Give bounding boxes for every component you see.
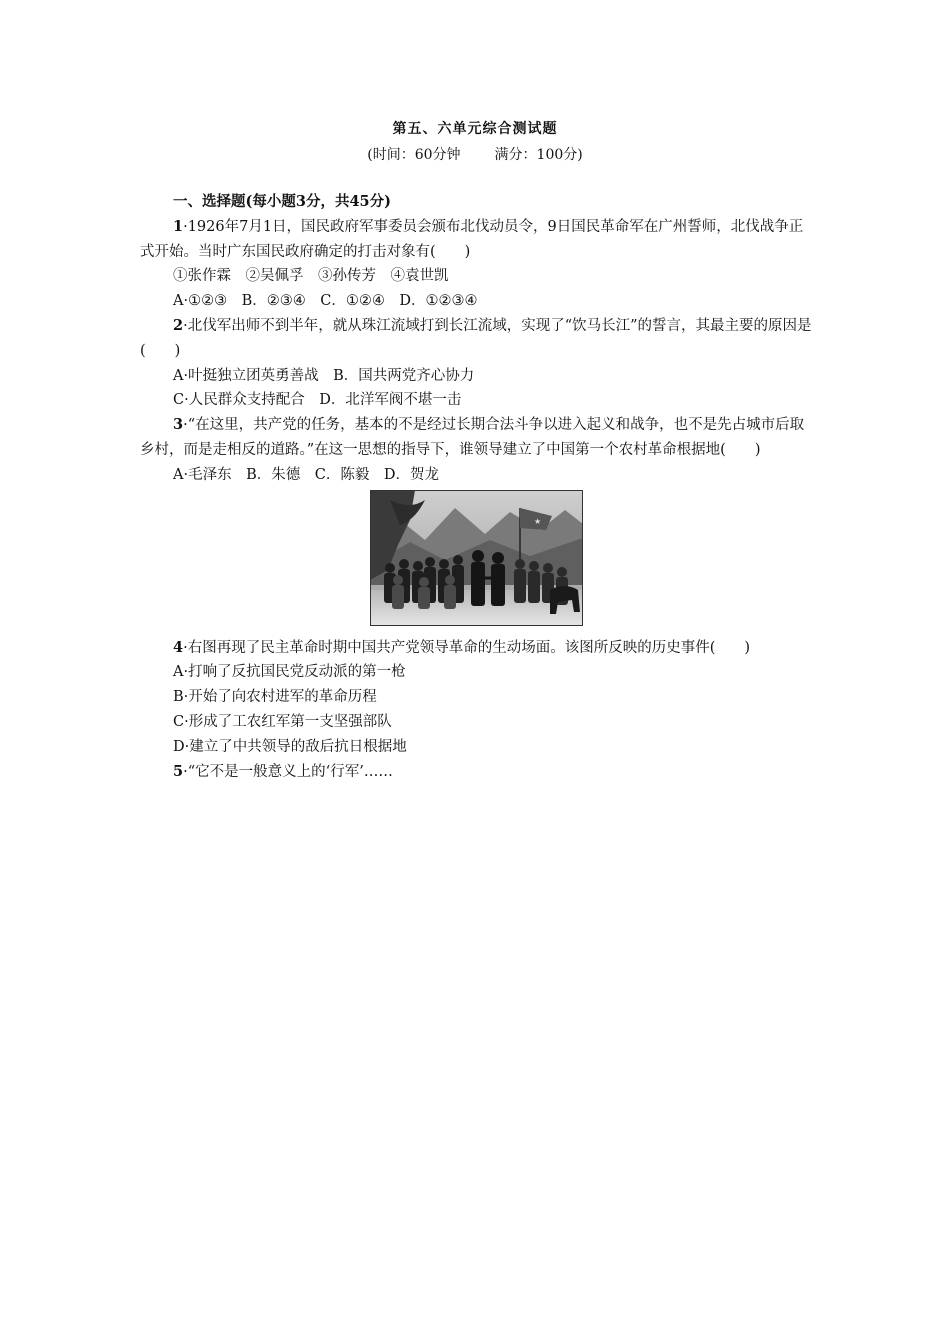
page-title: 第五、六单元综合测试题 xyxy=(392,121,558,137)
question-number: 5 xyxy=(173,762,184,780)
historical-painting-image xyxy=(370,490,583,626)
exam-time: (时间：60分钟 xyxy=(367,147,461,163)
question-stem: ·1926年7月1日，国民政府军事委员会颁布北伐动员令，9日国民革命军在广州誓师，北伐战争正式开始。当时广东国民政府确定的打击对象有( ) xyxy=(140,218,804,260)
question-3 xyxy=(140,413,812,463)
svg-text:★: ★ xyxy=(533,516,541,526)
question-number: 4 xyxy=(173,638,184,656)
question-3-options: A·毛泽东 B．朱德 C．陈毅 D．贺龙 xyxy=(173,466,439,483)
question-body xyxy=(140,190,812,784)
section-heading: 一、选择题(每小题3分，共45分) xyxy=(173,193,391,210)
question-number: 3 xyxy=(173,416,184,434)
question-stem: ·右图再现了民主革命时期中国共产党领导革命的生动场面。该图所反映的历史事件( ) xyxy=(183,639,751,656)
question-number: 1 xyxy=(173,217,184,235)
question-4-option-d: D·建立了中共领导的敌后抗日根据地 xyxy=(173,738,407,755)
question-4-option-a: A·打响了反抗国民党反动派的第一枪 xyxy=(173,664,406,681)
question-2-options-ab: A·叶挺独立团英勇善战 B．国共两党齐心协力 xyxy=(173,367,475,384)
exam-score: 满分：100分) xyxy=(494,147,583,163)
question-5 xyxy=(140,760,812,785)
question-1-items: ①张作霖 ②吴佩孚 ③孙传芳 ④袁世凯 xyxy=(173,268,449,285)
question-stem: ·“在这里，共产党的任务，基本的不是经过长期合法斗争以进入起义和战争，也不是先占城市后取乡村，而是走相反的道路。”在这一思想的指导下，谁领导建立了中国第一个农村革命根据地( ) xyxy=(140,417,805,458)
question-1-options: A·①②③ B．②③④ C．①②④ D．①②③④ xyxy=(173,293,478,310)
question-4 xyxy=(140,636,812,661)
exam-info xyxy=(0,144,950,164)
question-4-option-c: C·形成了工农红军第一支坚强部队 xyxy=(173,713,392,730)
question-number: 2 xyxy=(173,316,184,334)
question-4-option-b: B·开始了向农村进军的革命历程 xyxy=(173,689,377,706)
question-stem: ·北伐军出师不到半年，就从珠江流域打到长江流域，实现了“饮马长江”的誓言，其最主要的原因是( ) xyxy=(140,317,812,359)
question-2-options-cd: C·人民群众支持配合 D．北洋军阀不堪一击 xyxy=(173,392,462,409)
question-2 xyxy=(140,314,812,364)
question-stem: ·“它不是一般意义上的‘行军’…… xyxy=(183,763,393,780)
question-1 xyxy=(140,215,812,265)
